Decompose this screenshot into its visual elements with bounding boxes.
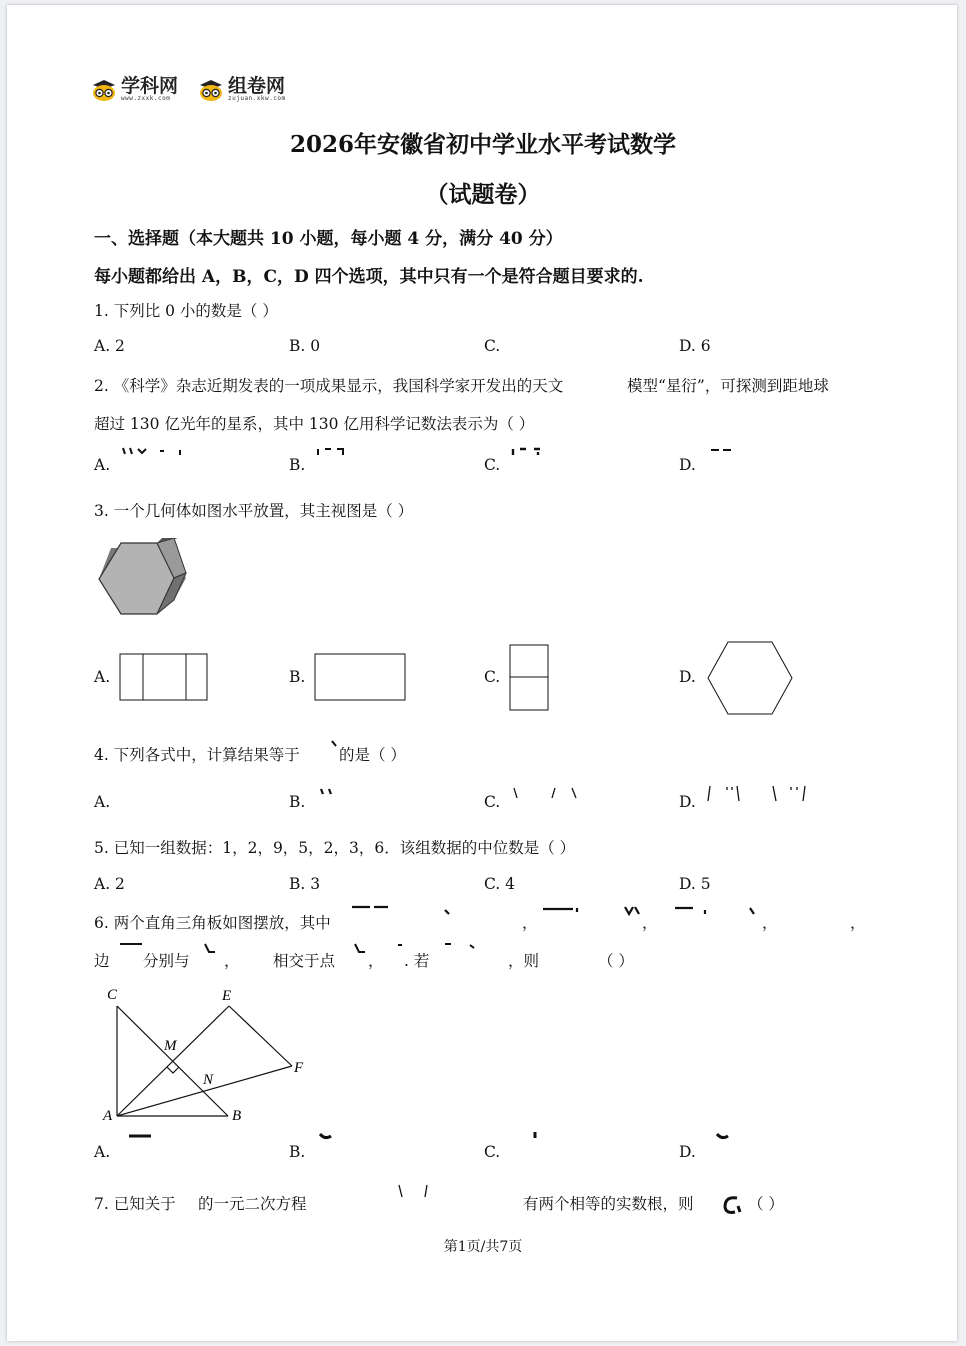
q6-option-a[interactable]: A. [94,1143,111,1161]
question-5: 5. 已知一组数据：1，2，9，5，2，3，6．该组数据的中位数是（ ） [94,839,576,857]
question-2-line1: 2. 《科学》杂志近期发表的一项成果显示，我国科学家开发出的天文 [94,377,564,395]
hexagonal-prism-figure [96,538,190,618]
label-f: F [294,1060,304,1076]
q5-option-d[interactable]: D. 5 [679,875,711,893]
question-7-cont2: 有两个相等的实数根，则 [523,1195,694,1213]
q6-comma-4: ， [850,914,866,932]
q1-option-b[interactable]: B. 0 [289,337,321,355]
q4-option-c-formula-fragment [510,786,582,802]
question-4-cont: 的是（ ） [339,746,406,764]
q6-line2-respectively: 分别与 [143,952,190,970]
q2-option-a[interactable]: A. [94,456,111,474]
label-a: A [103,1108,113,1124]
q4-option-d[interactable]: D. [679,793,696,811]
q2-option-b-formula-fragment [315,446,355,456]
xuekewang-logo [91,76,178,102]
q5-option-a[interactable]: A. 2 [94,875,125,893]
question-6-line1: 6. 两个直角三角板如图摆放，其中 [94,914,331,932]
q3-option-a[interactable]: A. [94,668,111,686]
q3-option-b[interactable]: B. [289,668,306,686]
q6-line2-intersect: 相交于点 [273,952,336,970]
q3-option-c-view [509,644,550,712]
question-7-cont: 的一元二次方程 [198,1195,307,1213]
q1-option-d[interactable]: D. 6 [679,337,711,355]
q6-formula-fragments [350,904,770,918]
question-7-paren: （ ） [748,1195,784,1213]
question-2-line2: 超过 130 亿光年的星系，其中 130 亿用科学记数法表示为（ ） [94,415,535,433]
section-instruction: 每小题都给出 A，B，C，D 四个选项，其中只有一个是符合题目要求的. [94,267,644,287]
q2-option-d[interactable]: D. [679,456,696,474]
q3-option-d-view [707,640,794,716]
exam-subtitle: （试题卷） [425,181,541,208]
q1-option-c[interactable]: C. [484,337,501,355]
q6-line2-if: . 若 [404,952,430,970]
q2-option-c-formula-fragment [510,446,550,456]
q6-line2-then: ，则 [508,952,540,970]
q6-option-d[interactable]: D. [679,1143,696,1161]
triangles-figure [100,984,315,1126]
question-2-line1-cont: 模型“星衍”，可探测到距地球 [627,377,829,395]
q2-option-d-formula-fragment [708,446,748,456]
question-7: 7. 已知关于 [94,1195,176,1213]
q6-option-c[interactable]: C. [484,1143,501,1161]
q6-line2-paren: （ ） [598,952,634,970]
q6-line2-comma: ， [224,952,240,970]
label-c: C [107,987,118,1003]
logo-url: zujuan.xkw.com [228,94,286,102]
q3-option-a-view [119,653,209,702]
q3-option-b-view [314,653,407,702]
q6-option-b[interactable]: B. [289,1143,306,1161]
q4-option-d-formula-fragment [705,784,809,804]
q4-option-c[interactable]: C. [484,793,501,811]
q4-option-b-formula-fragment [318,787,338,797]
owl-icon [91,76,117,102]
section-heading: 一、选择题（本大题共 10 小题，每小题 4 分，满分 40 分） [94,229,563,249]
owl-icon [198,76,224,102]
question-3: 3. 一个几何体如图水平放置，其主视图是（ ） [94,502,414,520]
q2-option-b[interactable]: B. [289,456,306,474]
q6-comma-1: ， [522,914,538,932]
q6-comma-2: ， [642,914,658,932]
q6-line2-formula-fragments [115,940,485,956]
logo-name: 学科网 [121,74,179,97]
q4-formula-fragment [330,740,340,750]
q1-option-a[interactable]: A. 2 [94,337,125,355]
q4-option-b[interactable]: B. [289,793,306,811]
label-m: M [164,1038,177,1054]
label-e: E [222,988,232,1004]
question-4: 4. 下列各式中，计算结果等于 [94,746,300,764]
exam-title: 2026年安徽省初中学业水平考试数学 [289,131,676,158]
q6-line2-edge: 边 [94,952,110,970]
q2-option-c[interactable]: C. [484,456,501,474]
q5-option-b[interactable]: B. 3 [289,875,321,893]
q6-option-formula-fragments [125,1128,735,1142]
q3-option-d[interactable]: D. [679,668,696,686]
q5-option-c[interactable]: C. 4 [484,875,516,893]
page-footer: 第1页/共7页 [443,1239,523,1255]
q2-option-a-formula-fragment [120,446,200,456]
q7-answer-fragment [720,1192,746,1218]
logo-name: 组卷网 [228,74,286,97]
label-b: B [232,1108,242,1124]
q3-option-c[interactable]: C. [484,668,501,686]
zujuanwang-logo [198,76,286,102]
logo-url: www.zxxk.com [121,94,171,102]
q4-option-a[interactable]: A. [94,793,111,811]
label-n: N [203,1072,214,1088]
q6-comma-3: ， [762,914,778,932]
question-1: 1. 下列比 0 小的数是（ ） [94,302,278,320]
q7-formula-fragment [395,1183,435,1201]
q6-line2-comma2: ， [368,952,384,970]
